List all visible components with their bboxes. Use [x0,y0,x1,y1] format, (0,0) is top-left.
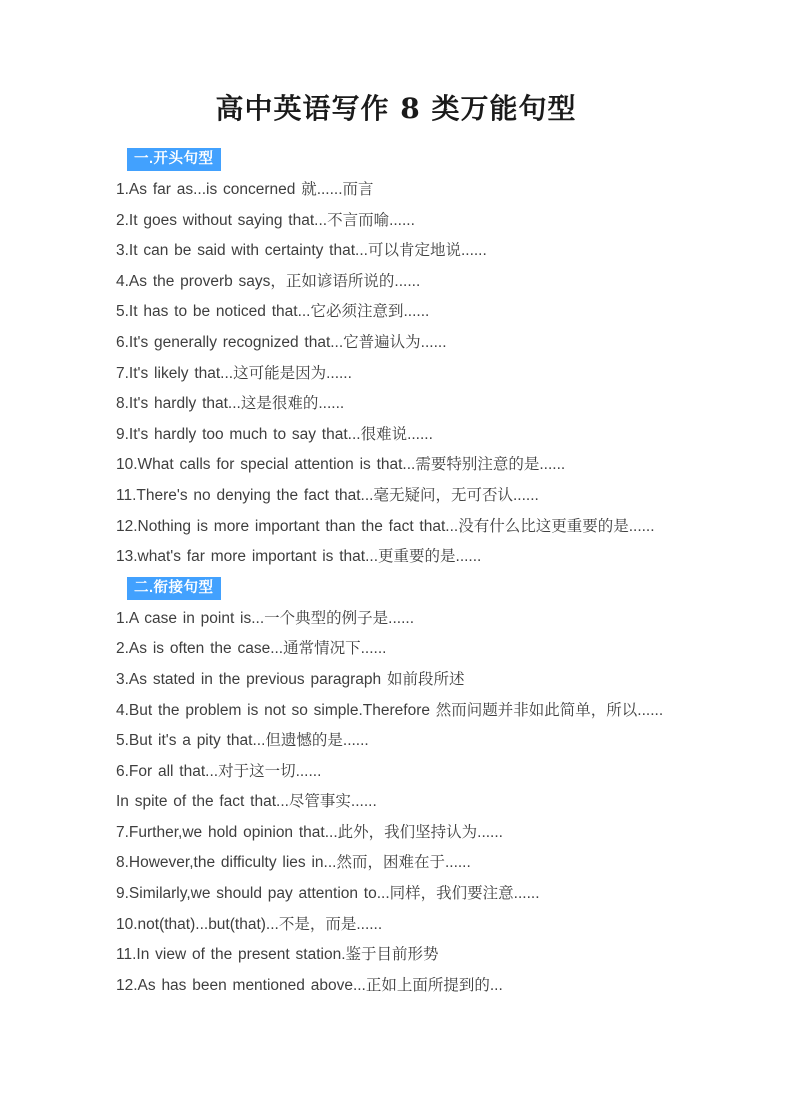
page-title: 高中英语写作 8 类万能句型 [215,92,577,125]
sentence-line: 2.As is often the case...通常情况下...... [116,640,387,658]
sentence-line: 3.It can be said with certainty that...可以肯定地说...... [116,242,487,260]
sentence-line: 3.As stated in the previous paragraph 如前段所述 [116,670,465,688]
sentence-line: 5.But it's a pity that...但遗憾的是...... [116,732,369,750]
sentence-line: 2.It goes without saying that...不言而喻...... [116,211,415,229]
section-heading: 二.衔接句型 [127,577,221,600]
sentence-line: 6.It's generally recognized that...它普遍认为...... [116,333,447,351]
sentence-line: 4.But the problem is not so simple.Therefore 然而问题并非如此简单，所以...... [116,701,664,719]
sentence-line: 7.It's likely that...这可能是因为...... [116,364,352,382]
sentence-line: 1.As far as...is concerned 就......而言 [116,181,374,198]
document-body [0,144,792,1001]
sentence-line: 9.Similarly,we should pay attention to...同样，我们要注意...... [116,885,540,903]
section-items [116,604,752,1002]
sentence-line: 8.It's hardly that...这是很难的...... [116,395,345,413]
sentence-line: 10.not(that)...but(that)...不是，而是...... [116,915,383,933]
section-heading-row [116,573,752,604]
sentence-line: 7.Further,we hold opinion that...此外，我们坚持认为...... [116,823,503,841]
sentence-line: 9.It's hardly too much to say that...很难说...... [116,425,433,443]
document-section [116,144,752,573]
sentence-line: 11.In view of the present station.鉴于目前形势 [116,946,439,964]
section-heading-row [116,144,752,175]
sentence-line: In spite of the fact that...尽管事实...... [116,793,377,811]
sentence-line: 11.There's no denying the fact that...毫无疑问，无可否认...... [116,486,539,504]
section-heading: 一.开头句型 [127,148,221,171]
sentence-line: 10.What calls for special attention is that...需要特别注意的是...... [116,456,566,474]
sentence-line: 8.However,the difficulty lies in...然而，困难在于...... [116,854,471,872]
section-items [116,175,752,573]
sentence-line: 12.As has been mentioned above...正如上面所提到的... [116,976,503,994]
sentence-line: 13.what's far more important is that...更重要的是...... [116,548,482,566]
sentence-line: 5.It has to be noticed that...它必须注意到...... [116,303,430,321]
sentence-line: 12.Nothing is more important than the fact that...没有什么比这更重要的是...... [116,517,655,535]
sentence-line: 6.For all that...对于这一切...... [116,762,322,780]
sentence-line: 4.As the proverb says，正如谚语所说的...... [116,272,421,290]
sentence-line: 1.A case in point is...一个典型的例子是...... [116,609,415,627]
document-section [116,573,752,1002]
